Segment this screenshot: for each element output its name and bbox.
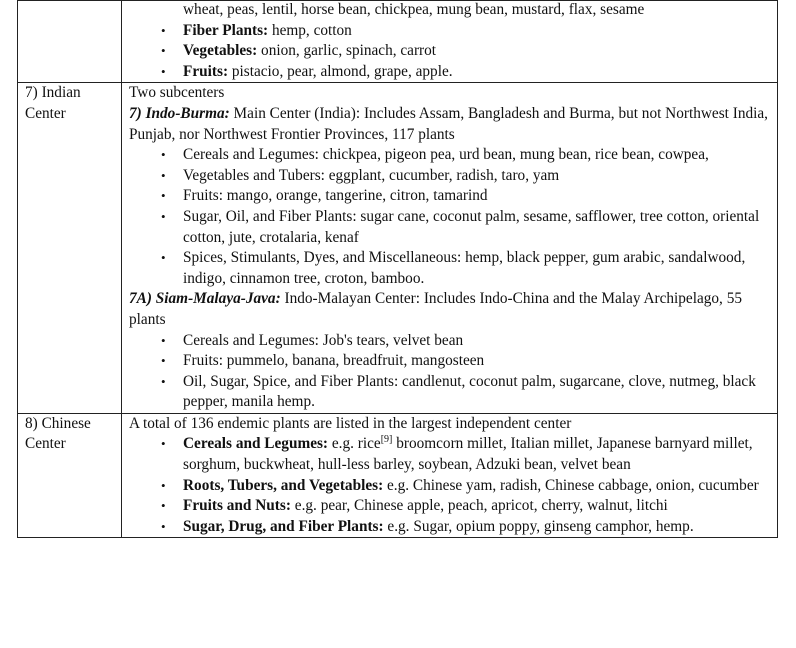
category-label: Sugar, Drug, and Fiber Plants: — [183, 517, 384, 535]
list-item-text: wheat, peas, lentil, horse bean, chickpea, mung bean, mustard, flax, sesame — [183, 1, 645, 18]
table-row — [18, 83, 778, 414]
bullet-icon: • — [161, 250, 166, 266]
list-item — [161, 62, 771, 83]
list-item-text: e.g. Sugar, opium poppy, ginseng camphor, hemp. — [383, 517, 694, 535]
list-item-text: Spices, Stimulants, Dyes, and Miscellaneous: hemp, black pepper, gum arabic, sandalwood, indigo, cinnamon tree, croton, bamboo. — [183, 249, 746, 287]
center-content-cell — [122, 413, 778, 538]
list-item — [183, 0, 771, 21]
plant-list — [129, 331, 771, 413]
list-item — [161, 145, 771, 166]
center-name: Center — [25, 104, 66, 122]
list-item-text: e.g. Chinese yam, radish, Chinese cabbage, onion, cucumber — [383, 476, 759, 494]
bullet-icon: • — [161, 518, 166, 534]
plant-list — [129, 434, 771, 537]
list-item-text: e.g. rice — [328, 435, 381, 453]
list-item-text: hemp, cotton — [268, 21, 352, 39]
category-label: Fruits and Nuts: — [183, 497, 291, 515]
list-item — [161, 207, 771, 248]
bullet-icon: • — [161, 22, 166, 38]
center-content-cell — [122, 83, 778, 414]
subcenter-description — [129, 104, 771, 145]
table-row — [18, 413, 778, 538]
bullet-icon: • — [161, 436, 166, 452]
center-name-cell — [18, 413, 122, 538]
bullet-icon: • — [161, 498, 166, 514]
list-item — [161, 476, 771, 497]
list-item-text: Fruits: mango, orange, tangerine, citron, tamarind — [183, 187, 488, 205]
bullet-icon: • — [161, 63, 166, 79]
category-label: Fiber Plants: — [183, 21, 269, 39]
center-intro: A total of 136 endemic plants are listed in the largest independent center — [129, 414, 572, 432]
category-label: Vegetables: — [183, 42, 258, 60]
center-name: 7) Indian — [25, 84, 81, 102]
subcenter-text: Main Center (India): Includes Assam, Bangladesh and Burma, but not Northwest India, Punjab, nor Northwest Frontier Provinces, 117 plants — [129, 104, 768, 143]
list-item — [161, 166, 771, 187]
bullet-icon: • — [161, 167, 166, 183]
category-label: Roots, Tubers, and Vegetables: — [183, 476, 384, 494]
bullet-icon: • — [161, 208, 166, 224]
list-item — [161, 41, 771, 62]
bullet-icon: • — [161, 147, 166, 163]
plant-list — [129, 145, 771, 289]
bullet-icon: • — [161, 43, 166, 59]
bullet-icon: • — [161, 477, 166, 493]
list-item-text: onion, garlic, spinach, carrot — [257, 42, 437, 60]
citation-reference[interactable]: [9] — [380, 434, 393, 446]
bullet-icon: • — [161, 353, 166, 369]
list-item-text: Oil, Sugar, Spice, and Fiber Plants: candlenut, coconut palm, sugarcane, clove, nutmeg, black pepper, manila hemp. — [183, 372, 756, 411]
list-item — [161, 434, 771, 475]
center-name: 8) Chinese — [25, 414, 91, 432]
plant-list — [129, 0, 771, 82]
list-item — [161, 496, 771, 517]
list-item-text: Sugar, Oil, and Fiber Plants: sugar cane, coconut palm, sesame, safflower, tree cotton, oriental cotton, jute, crotalaria, kenaf — [183, 207, 760, 246]
center-name-cell — [18, 1, 122, 83]
list-item — [161, 186, 771, 207]
category-label: Fruits: — [183, 62, 229, 80]
subcenter-description — [129, 289, 771, 330]
list-item — [161, 372, 771, 413]
category-label: Cereals and Legumes: — [183, 435, 329, 453]
list-item-text: Cereals and Legumes: Job's tears, velvet bean — [183, 331, 464, 349]
subcenter-label: 7A) Siam-Malaya-Java: — [129, 290, 281, 308]
list-item-text: e.g. pear, Chinese apple, peach, apricot, cherry, walnut, litchi — [290, 497, 668, 515]
subcenter-text: Indo-Malayan Center: Includes Indo-China and the Malay Archipelago, 55 plants — [129, 290, 743, 328]
centers-of-origin-table — [17, 0, 778, 538]
list-item-text: broomcorn millet, Italian millet, Japanese barnyard millet, sorghum, buckwheat, hull-less barley, soybean, Adzuki bean, velvet bean — [183, 435, 753, 474]
center-name-cell — [18, 83, 122, 414]
center-name: Center — [25, 435, 66, 453]
list-item-text: pistacio, pear, almond, grape, apple. — [228, 62, 453, 80]
list-item — [161, 21, 771, 42]
list-item — [161, 517, 771, 538]
bullet-icon: • — [161, 332, 166, 348]
list-item — [161, 331, 771, 352]
center-content-cell — [122, 1, 778, 83]
bullet-icon: • — [161, 188, 166, 204]
list-item-text: Fruits: pummelo, banana, breadfruit, mangosteen — [183, 352, 485, 370]
subcenter-label: 7) Indo-Burma: — [129, 104, 230, 122]
bullet-icon: • — [161, 373, 166, 389]
list-item-text: Vegetables and Tubers: eggplant, cucumber, radish, taro, yam — [183, 166, 560, 184]
list-item-text: Cereals and Legumes: chickpea, pigeon pea, urd bean, mung bean, rice bean, cowpea, — [183, 146, 709, 164]
list-item — [161, 248, 771, 289]
table-row — [18, 1, 778, 83]
list-item — [161, 351, 771, 372]
center-intro: Two subcenters — [129, 84, 225, 102]
